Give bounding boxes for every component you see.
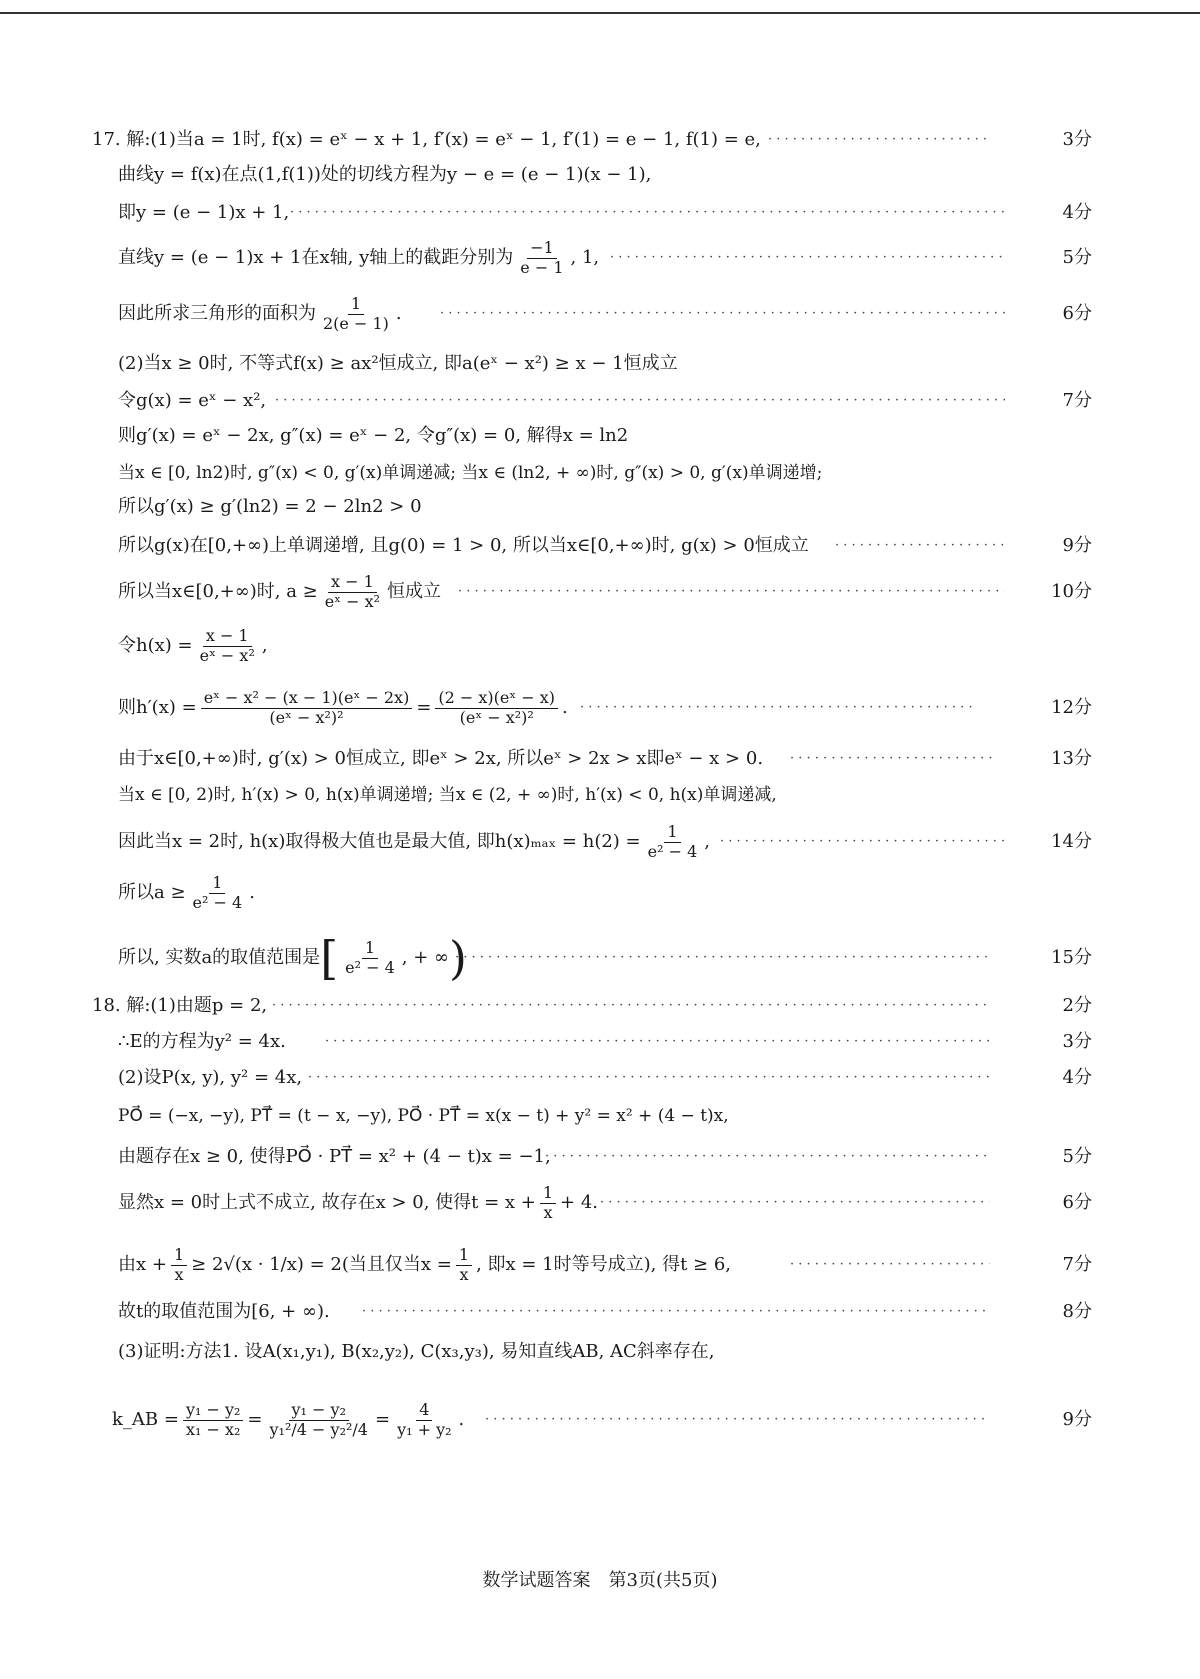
frac-den: x [174, 1264, 184, 1284]
score: 12分 [1051, 697, 1092, 718]
p18-line-4 [0, 1096, 1200, 1136]
score: 6分 [1062, 1192, 1092, 1213]
p18-l7b: ≥ 2√(x · 1/x) = 2(当且仅当x = [191, 1254, 452, 1275]
score: 2分 [1062, 995, 1092, 1016]
frac-den: 2(e − 1) [323, 313, 389, 333]
p17-line-12 [0, 572, 1200, 612]
p18-l10a: k_AB = [112, 1409, 179, 1430]
p17-l17a: 因此当x = 2时, h(x)取得极大值也是最大值, 即h(x)ₘₐₓ = h(2) = [118, 831, 641, 852]
p18-l6b: + 4. [560, 1192, 599, 1213]
p18-l9: (3)证明:方法1. 设A(x₁,y₁), B(x₂,y₂), C(x₃,y₃), 易知直线AB, AC斜率存在, [118, 1341, 715, 1362]
p17-l14b: . [562, 697, 568, 718]
p17-line-10 [0, 487, 1200, 527]
p18-line-7 [0, 1245, 1200, 1285]
p17-l8: 则g′(x) = eˣ − 2x, g″(x) = eˣ − 2, 令g″(x) = 0, 解得x = ln2 [118, 425, 629, 446]
leader-dots [440, 294, 1005, 334]
p17-line-17 [0, 822, 1200, 862]
score: 7分 [1062, 1254, 1092, 1275]
score: 9分 [1062, 1409, 1092, 1430]
leader-dots [455, 938, 990, 978]
p18-l2: ∴E的方程为y² = 4x. [118, 1031, 286, 1052]
p17-l19a: 所以, 实数a的取值范围是 [118, 947, 321, 968]
p17-l7: 令g(x) = eˣ − x², [118, 390, 267, 411]
p17-line-5 [0, 294, 1200, 334]
leader-dots [720, 822, 1005, 862]
p17-line-7 [0, 381, 1200, 421]
fraction [201, 689, 413, 727]
p17-line-14 [0, 688, 1200, 728]
leader-dots [790, 1245, 990, 1285]
score: 5分 [1062, 1146, 1092, 1167]
frac-den: y₁²/4 − y₂²/4 [269, 1419, 368, 1439]
leader-dots [290, 193, 1005, 233]
p18-l7c: , 即x = 1时等号成立), 得t ≥ 6, [476, 1254, 732, 1275]
fraction [435, 689, 558, 727]
fraction [394, 1401, 454, 1439]
p18-line-3 [0, 1058, 1200, 1098]
leader-dots [545, 1137, 990, 1177]
score: 4分 [1062, 1067, 1092, 1088]
fraction [320, 295, 392, 333]
p17-line-13 [0, 626, 1200, 666]
frac-den: (eˣ − x²)² [269, 707, 344, 727]
p18-l10eq2: = [374, 1409, 391, 1430]
score: 15分 [1051, 947, 1092, 968]
frac-den: e² − 4 [345, 957, 395, 977]
score: 8分 [1062, 1301, 1092, 1322]
p17-line-8 [0, 416, 1200, 456]
p17-l11: 所以g(x)在[0,+∞)上单调递增, 且g(0) = 1 > 0, 所以当x∈[0,+∞)时, g(x) > 0恒成立 [118, 535, 809, 556]
p17-l10: 所以g′(x) ≥ g′(ln2) = 2 − 2ln2 > 0 [118, 496, 422, 517]
leader-dots [308, 1058, 990, 1098]
p17-line-18 [0, 873, 1200, 913]
p17-line-16 [0, 775, 1200, 815]
score: 6分 [1062, 303, 1092, 324]
p17-l5b: . [395, 303, 402, 324]
fraction [183, 1401, 243, 1439]
leader-dots [835, 526, 1005, 566]
leader-dots [458, 572, 1005, 612]
p17-l18a: 所以a ≥ [118, 882, 186, 903]
p17-line-19 [0, 931, 1200, 985]
frac-den: x [543, 1202, 553, 1222]
frac-num: y₁ − y₂ [289, 1401, 349, 1420]
p18-l5: 由题存在x ≥ 0, 使得PO⃗ · PT⃗ = x² + (4 − t)x = −1, [118, 1146, 551, 1167]
p18-line-2 [0, 1022, 1200, 1062]
frac-den: eˣ − x² [324, 591, 381, 611]
frac-den: e − 1 [520, 257, 564, 277]
p18-line-10 [0, 1390, 1200, 1450]
p17-line-1 [0, 120, 1200, 160]
fraction [197, 627, 258, 665]
score: 3分 [1062, 129, 1092, 150]
frac-num: 1 [456, 1246, 472, 1265]
p17-l6: (2)当x ≥ 0时, 不等式f(x) ≥ ax²恒成立, 即a(eˣ − x²) ≥ x − 1恒成立 [118, 353, 678, 374]
frac-num: x − 1 [203, 627, 252, 646]
frac-num: 1 [540, 1184, 556, 1203]
frac-den: eˣ − x² [199, 645, 255, 665]
p17-line-11 [0, 526, 1200, 566]
leader-dots [768, 120, 990, 160]
p17-line-4 [0, 238, 1200, 278]
frac-num: 1 [664, 823, 680, 842]
p18-line-1 [0, 986, 1200, 1026]
score: 14分 [1051, 831, 1092, 852]
p17-line-1-text [92, 120, 761, 160]
p18-l8: 故t的取值范围为[6, + ∞). [118, 1301, 330, 1322]
fraction [267, 1401, 371, 1439]
frac-num: 4 [416, 1401, 432, 1420]
bracket-right: ) [449, 931, 467, 985]
p17-l4a: 直线y = (e − 1)x + 1在x轴, y轴上的截距分别为 [118, 247, 514, 268]
frac-num: −1 [527, 239, 557, 258]
fraction [190, 874, 246, 912]
p18-l1: 18. 解:(1)由题p = 2, [92, 995, 268, 1016]
bracket-left: [ [320, 931, 339, 985]
p17-l5a: 因此所求三角形的面积为 [118, 303, 316, 324]
p18-line-9 [0, 1332, 1200, 1372]
frac-num: eˣ − x² − (x − 1)(eˣ − 2x) [201, 689, 413, 708]
p17-l3: 即y = (e − 1)x + 1, [118, 202, 290, 223]
frac-den: (eˣ − x²)² [459, 707, 534, 727]
p18-line-5 [0, 1137, 1200, 1177]
p17-l15: 由于x∈[0,+∞)时, g′(x) > 0恒成立, 即eˣ > 2x, 所以eˣ > 2x > x即eˣ − x > 0. [118, 748, 764, 769]
leader-dots [600, 1183, 990, 1223]
frac-den: e² − 4 [647, 841, 698, 861]
frac-den: e² − 4 [192, 892, 243, 912]
frac-num: 1 [348, 295, 364, 314]
p18-l7a: 由x + [118, 1254, 167, 1275]
p17-l14eq: = [416, 697, 432, 718]
fraction [517, 239, 566, 277]
p18-l4: PO⃗ = (−x, −y), PT⃗ = (t − x, −y), PO⃗ · PT⃗ = x(x − t) + y² = x² + (4 − t)x, [118, 1106, 729, 1126]
score: 10分 [1051, 581, 1092, 602]
p17-l1: 17. 解:(1)当a = 1时, f(x) = eˣ − x + 1, f′(x) = eˣ − 1, f′(1) = e − 1, f(1) = e, [92, 129, 761, 150]
leader-dots [362, 1292, 990, 1332]
leader-dots [790, 739, 995, 779]
p17-l17b: , [704, 831, 710, 852]
p17-line-6 [0, 344, 1200, 384]
frac-num: (2 − x)(eˣ − x) [435, 689, 558, 708]
p17-l13a: 令h(x) = [118, 635, 193, 656]
p18-l10b: . [458, 1409, 465, 1430]
p17-line-3 [0, 193, 1200, 233]
fraction [322, 573, 383, 611]
frac-num: x − 1 [328, 573, 377, 592]
score: 7分 [1062, 390, 1092, 411]
frac-den: y₁ + y₂ [397, 1419, 452, 1439]
frac-den: x₁ − x₂ [185, 1419, 241, 1439]
frac-num: 1 [362, 939, 378, 958]
leader-dots [275, 381, 1005, 421]
leader-dots [485, 1400, 990, 1440]
p17-l16: 当x ∈ [0, 2)时, h′(x) > 0, h(x)单调递增; 当x ∈ (2, + ∞)时, h′(x) < 0, h(x)单调递减, [118, 785, 777, 805]
page-footer: 数学试题答案 第3页(共5页) [482, 1570, 718, 1591]
p17-l2: 曲线y = f(x)在点(1,f(1))处的切线方程为y − e = (e − 1)(x − 1), [118, 164, 652, 185]
p17-l9: 当x ∈ [0, ln2)时, g″(x) < 0, g′(x)单调递减; 当x ∈ (ln2, + ∞)时, g″(x) > 0, g′(x)单调递增; [118, 463, 823, 483]
score: 4分 [1062, 202, 1092, 223]
p18-line-6 [0, 1183, 1200, 1223]
p18-l3: (2)设P(x, y), y² = 4x, [118, 1067, 303, 1088]
frac-num: y₁ − y₂ [183, 1401, 243, 1420]
p17-l4b: , 1, [570, 247, 600, 268]
frac-num: 1 [209, 874, 225, 893]
fraction [342, 939, 398, 977]
fraction [645, 823, 701, 861]
fraction [456, 1246, 472, 1284]
p17-l13b: , [261, 635, 268, 656]
score: 3分 [1062, 1031, 1092, 1052]
frac-num: 1 [171, 1246, 187, 1265]
p17-line-15 [0, 739, 1200, 779]
p17-line-2 [0, 155, 1200, 195]
score: 5分 [1062, 247, 1092, 268]
leader-dots [610, 238, 1005, 278]
p18-l10eq1: = [247, 1409, 263, 1430]
leader-dots [580, 688, 975, 728]
p17-l12b: 恒成立 [387, 581, 442, 602]
p17-l18b: . [249, 882, 255, 903]
p17-l12a: 所以当x∈[0,+∞)时, a ≥ [118, 581, 318, 602]
leader-dots [272, 986, 990, 1026]
fraction [171, 1246, 187, 1284]
p18-line-8 [0, 1292, 1200, 1332]
frac-den: x [459, 1264, 469, 1284]
score: 13分 [1051, 748, 1092, 769]
p17-l14a: 则h′(x) = [118, 697, 197, 718]
leader-dots [325, 1022, 990, 1062]
p18-l6a: 显然x = 0时上式不成立, 故存在x > 0, 使得t = x + [118, 1192, 536, 1213]
p17-l19b: , + ∞ [401, 947, 450, 968]
score: 9分 [1062, 535, 1092, 556]
fraction [540, 1184, 556, 1222]
